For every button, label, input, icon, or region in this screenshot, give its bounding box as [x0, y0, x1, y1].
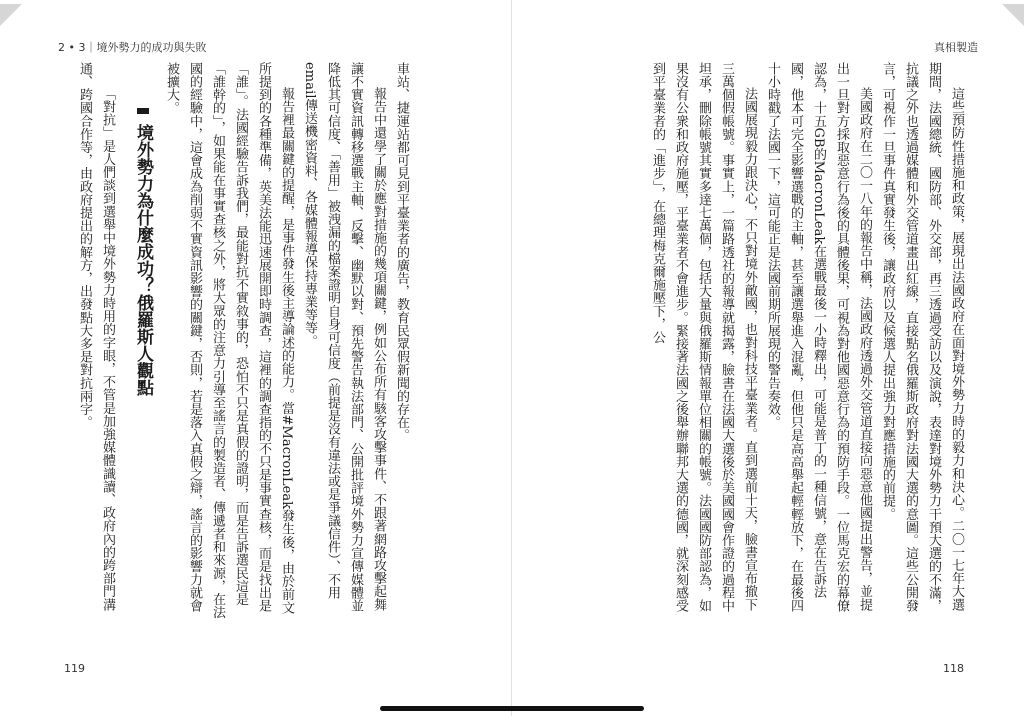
left-section-text	[59, 62, 119, 622]
left-paragraph-1: 車站、捷運站都可見到平臺業者的廣告，教育民眾假新聞的存在。	[394, 62, 409, 442]
right-page-number: 118	[943, 662, 964, 675]
left-page-number: 119	[64, 662, 85, 675]
left-paragraph-3: 報告裡最關鍵的提醒，是事件發生後主導論述的能力。當#MacronLeak發生後，由於前文所提到的各種準備，英美法能迅速展開即時調查，這裡的調查指的不只是事實查核，而是找出是「誰」。法國經驗告訴我們，最能對抗不實敘事的，恐怕不只是真假的證明，而是告訴選民這是「誰幹的」，如果能在事實查核之外，將大眾的注意力引導至謠言的製造者、傳遞者和來源，在法國的經驗中，這會成為削弱不實資訊影響的關鍵，否則，若是落入真假之辯，謠言的影響力就會被擴大。	[164, 62, 294, 619]
right-page[interactable]	[512, 0, 1024, 716]
left-paragraph-2: 報告中還學了關於應對措施的幾項關鍵，例如公布所有駭客攻擊事件、不跟著網路攻擊起舞讓不實資訊轉移選戰主軸、反擊、幽默以對、預先警告執法部門、公開批評境外勢力宣傳媒體並降低其可信度、「善用」被洩漏的檔案證明自身可信度（前提是沒有違法或是爭議信件）、不用email傳送機密資料、各媒體報導保持專業等等。	[302, 62, 386, 613]
right-body-text	[568, 62, 968, 622]
left-running-header: 2 • 3｜境外勢力的成功與失敗	[58, 41, 207, 54]
right-running-header: 真相製造	[934, 41, 978, 54]
right-paragraph-1: 這些預防性措施和政策，展現出法國政府在面對境外勢力時的毅力和決心。二〇一七年大選期間，法國總統、國防部、外交部，再三透過受訪以及演說，表達對境外勢力干預大選的不滿，抗議之外也透過媒體和外交管道畫出紅線，直接點名俄羅斯政府對法國大選的意圖。這些公開發言，可視作一旦事件真實發生後，讓政府以及候選人提出強力對應措施的前提。	[880, 62, 964, 613]
section-heading: 境外勢力為什麼成功？俄羅斯人觀點	[133, 124, 153, 396]
page-corner-right-icon[interactable]	[1002, 4, 1024, 26]
home-indicator[interactable]	[380, 706, 644, 711]
section-paragraph: 「對抗」是人們談到選舉中境外勢力時用的字眼，不管是加強媒體識讀、政府內的跨部門溝通、跨國合作等，由政府提出的解方，出發點大多是對抗兩字。	[77, 62, 115, 611]
right-paragraph-3: 法國展現毅力跟決心，不只對境外敵國，也對科技平臺業者。直到選前十天，臉書宣布撤下三萬個假帳號。事實上，一篇路透社的報導就揭露，臉書在法國大選後於美國國會作證的過程中坦承，刪除帳號其實多達七萬個，包括大量與俄羅斯情報單位相關的帳號。法國國防部認為，如果沒有公衆和政府施壓，平臺業者不會進步。緊接著法國之後舉辦聯邦大選的德國，就深刻感受到平臺業者的「進步」，在總理梅克爾施壓下，公	[650, 62, 757, 613]
page-corner-left-icon[interactable]	[0, 4, 22, 26]
right-paragraph-2: 美國政府在二〇一八年的報告中稱，法國政府透過外交管道直接向惡意他國提出警告，並提出一旦對方採取惡意行為後的具體後果，可視為對他國惡意行為的預防手段。一位馬克宏的幕僚認為，十五GB的MacronLeak在選戰最後一小時釋出，可能是普丁的一種信號，意在告訴法國，他本可完全影響選戰的主軸，甚至讓選舉進入混亂，但他只是高高舉起輕輕放下，在最後四十小時戳了法國一下，這可能正是法國前期所展現的警告奏效。	[765, 62, 872, 613]
